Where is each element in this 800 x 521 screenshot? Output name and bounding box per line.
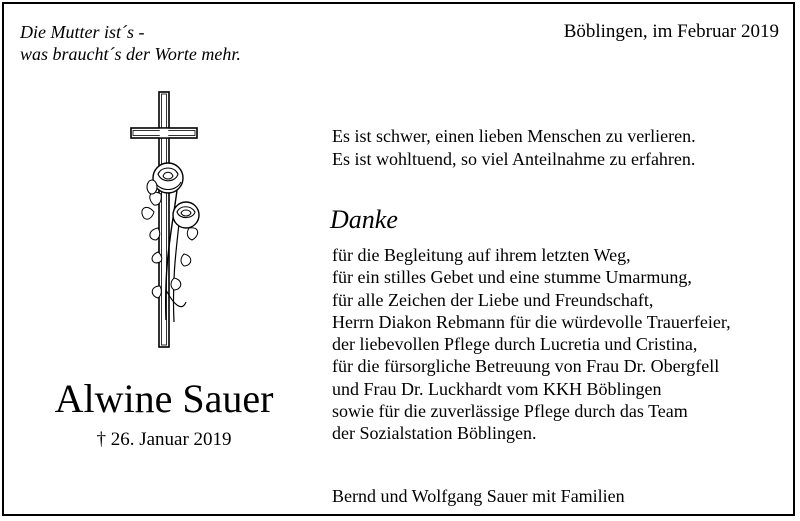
motto	[20, 21, 241, 65]
death-date: † 26. Januar 2019	[96, 429, 232, 450]
danke-heading: Danke	[330, 205, 398, 234]
thanks-line: sowie für die zuverlässige Pflege durch das Team	[332, 401, 688, 422]
place-date: Böblingen, im Februar 2019	[563, 21, 779, 42]
thanks-line: für ein stilles Gebet und eine stumme Umarmung,	[332, 267, 692, 288]
signature: Bernd und Wolfgang Sauer mit Familien	[332, 486, 625, 506]
obituary-notice	[2, 2, 795, 516]
intro-line-2: Es ist wohltuend, so viel Anteilnahme zu erfahren.	[332, 149, 696, 169]
thanks-line: für die Begleitung auf ihrem letzten Weg,	[332, 245, 631, 265]
intro-line-1: Es ist schwer, einen lieben Menschen zu verlieren.	[332, 126, 696, 146]
motto-line-1: Die Mutter ist´s -	[20, 22, 145, 42]
thanks-line: Herrn Diakon Rebmann für die würdevolle Trauerfeier,	[332, 311, 731, 332]
thanks-line: der Sozialstation Böblingen.	[332, 423, 537, 444]
intro-text	[332, 125, 696, 171]
thanks-line: für die fürsorgliche Betreuung von Frau Dr. Obergfell	[332, 356, 720, 377]
thanks-line: und Frau Dr. Luckhardt vom KKH Böblingen	[332, 378, 662, 399]
cross-with-roses-icon	[114, 90, 224, 360]
thanks-line: für alle Zeichen der Liebe und Freundschaft,	[332, 289, 654, 310]
thanks-list	[332, 244, 731, 445]
deceased-name: Alwine Sauer	[54, 376, 274, 421]
thanks-line: der liebevollen Pflege durch Lucretia und Cristina,	[332, 334, 698, 355]
motto-line-2: was braucht´s der Worte mehr.	[20, 44, 241, 64]
